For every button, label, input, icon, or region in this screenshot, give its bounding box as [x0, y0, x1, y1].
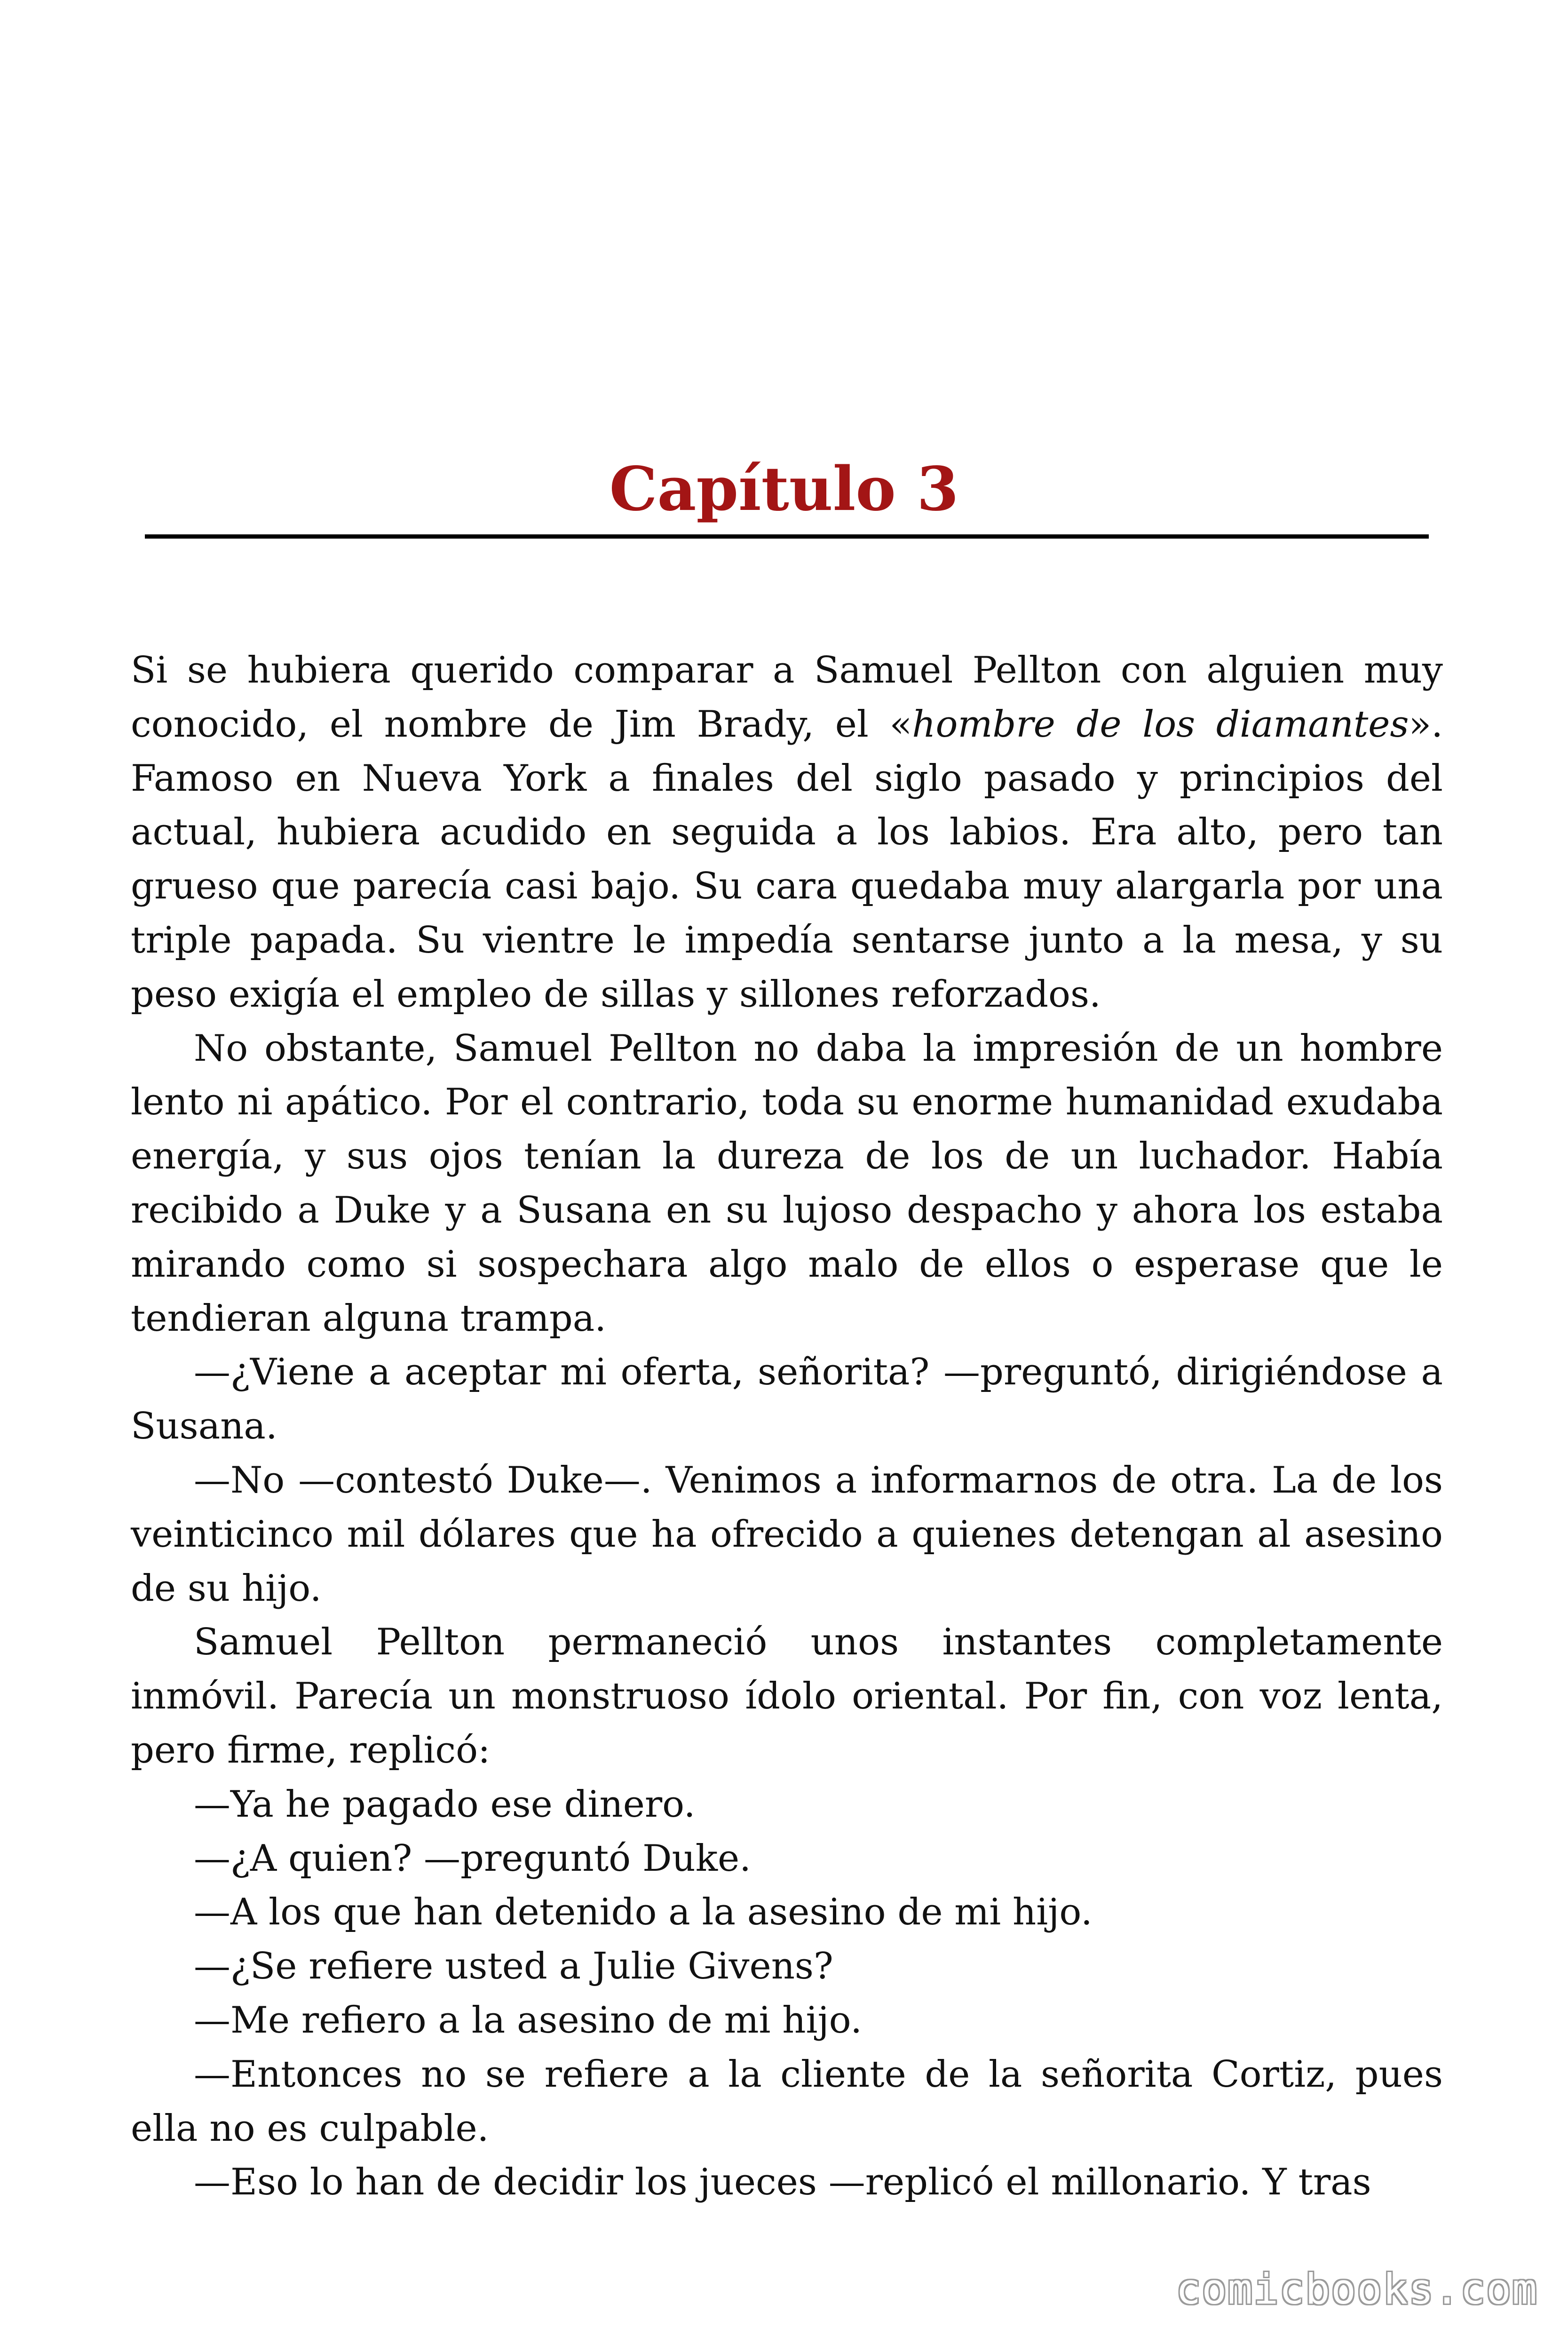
- dialogue-line: —¿Se refiere usted a Julie Givens?: [194, 1945, 833, 1988]
- dialogue-line: —Entonces no se refiere a la cliente de la señorita Cortiz, pues ella no es culpable.: [131, 2053, 1443, 2150]
- paragraph: Samuel Pellton permaneció unos instantes completamente inmóvil. Parecía un monstruoso ídolo oriental. Por fin, con voz lenta, pero firme, replicó:: [131, 1621, 1443, 1772]
- dialogue-line: —¿Viene a aceptar mi oferta, señorita? —preguntó, dirigiéndose a Susana.: [131, 1351, 1443, 1448]
- dialogue-line: —Eso lo han de decidir los jueces —replicó el millonario. Y tras: [194, 2161, 1371, 2204]
- paragraph-text: ». Famoso en Nueva York a finales del siglo pasado y principios del actual, hubiera acudido en seguida a los labios. Era alto, pero tan grueso que parecía casi bajo. Su cara quedaba muy alargarla por una triple papada. Su vientre le impedía sentarse junto a la mesa, y su peso exigía el empleo de sillas y sillones reforzados.: [131, 703, 1443, 1016]
- paragraph: No obstante, Samuel Pellton no daba la impresión de un hombre lento ni apático. Por el contrario, toda su enorme humanidad exudaba energía, y sus ojos tenían la dureza de los de un luchador. Había recibido a Duke y a Susana en su lujoso despacho y ahora los estaba mirando como si sospechara algo malo de ellos o esperase que le tendieran alguna trampa.: [131, 1027, 1443, 1340]
- title-underline: [145, 534, 1429, 539]
- dialogue-line: —Ya he pagado ese dinero.: [194, 1783, 696, 1826]
- dialogue-line: —Me refiero a la asesino de mi hijo.: [194, 1999, 863, 2042]
- watermark: comicbooks.com: [1176, 2265, 1538, 2313]
- italic-phrase: hombre de los diamantes: [912, 703, 1409, 746]
- paragraph: [131, 644, 1443, 1022]
- paragraph-text: Si se hubiera querido comparar a Samuel Pellton con alguien muy conocido, el nombre de Jim Brady, el «: [131, 649, 1443, 746]
- dialogue-line: —A los que han detenido a la asesino de mi hijo.: [194, 1891, 1093, 1934]
- body-text: [131, 644, 1443, 2209]
- dialogue-line: —¿A quien? —preguntó Duke.: [194, 1837, 751, 1880]
- dialogue-line: —No —contestó Duke—. Venimos a informarnos de otra. La de los veinticinco mil dólares que ha ofrecido a quienes detengan al asesino de su hijo.: [131, 1459, 1443, 1610]
- chapter-title: Capítulo 3: [609, 454, 959, 524]
